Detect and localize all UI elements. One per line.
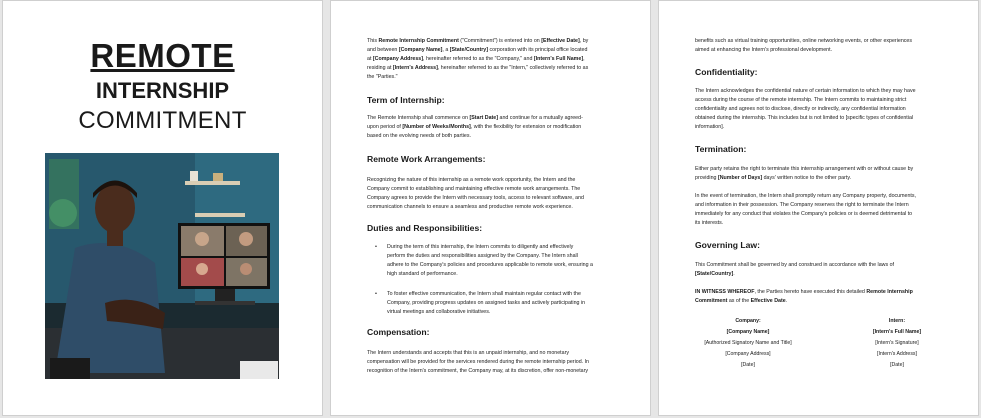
company-name-field: [Company Name] [726,329,770,335]
heading-duties: Duties and Responsibilities: [367,223,483,233]
compensation-paragraph: The Intern understands and accepts that this is an unpaid internship, and no monetary compensation will be provided for the services rendered during the remote internship period. In recognition of the Intern's commitment, the Company may, at its discretion, offer non-monetary [367,350,590,374]
heading-remote-work: Remote Work Arrangements: [367,154,486,164]
intern-name-field: [Intern's Full Name] [872,329,922,335]
intro-paragraph: This Remote Internship Commitment ("Commitment") is entered into on [Effective Date], by and between [Company Name], a [State/Country] corporation with its principal office located at [Company Address], hereinafter referred to as the "Company," and [Intern's Full Name], residing at [Intern's Address], hereinafter referred to as the "Intern," collectively referred to as the "Parties." [367,38,589,80]
duties-bullet-2: To foster effective communication, the Intern shall maintain regular contact with the Company, providing progress updates on assigned tasks and actively participating in virtual meetings and collaborative initiatives. [387,291,586,315]
termination-paragraph-1: Either party retains the right to terminate this internship arrangement with or without cause by providing [Number of Days] days' written notice to the other party. [695,166,914,181]
bullet-marker-2: • [375,291,377,297]
intern-signature-field: [Intern's Signature] [875,340,919,346]
company-date-field: [Date] [741,362,755,368]
intern-date-field: [Date] [890,362,904,368]
intern-label: Intern: [888,318,906,324]
governing-law-paragraph: This Commitment shall be governed by and construed in accordance with the laws of [State/Country]. [695,262,895,277]
cover-title-line1: REMOTE [90,37,235,74]
heading-term-of-internship: Term of Internship: [367,95,445,105]
heading-governing-law: Governing Law: [695,240,760,250]
cover-photo-illustration [45,153,279,379]
cover-title-line2: INTERNSHIP [95,78,230,103]
term-paragraph: The Remote Internship shall commence on [Start Date] and continue for a mutually agreed- upon period of [Number of Weeks/Months], with the flexibility for extension or modification based on the evolving needs of both parties. [367,115,583,139]
company-address-field: [Company Address] [725,351,771,357]
heading-compensation: Compensation: [367,327,430,337]
cover-title-line3: COMMITMENT [78,107,247,134]
witness-paragraph: IN WITNESS WHEREOF, the Parties hereto have executed this detailed Remote Internship Commitment as of the Effective Date. [695,289,913,304]
heading-termination: Termination: [695,144,747,154]
agreement-page-2 [330,0,651,416]
cover-page [2,0,323,416]
company-signature-block [688,318,808,373]
agreement-page-3 [658,0,979,416]
company-label: Company: [735,318,761,324]
company-signatory-field: [Authorized Signatory Name and Title] [704,340,792,346]
remote-paragraph: Recognizing the nature of this internship as a remote work opportunity, the Intern and the Company commit to establishing and maintaining effective remote work arrangements. The Company agrees to provide the Intern with necessary tools, access to relevant software, and communication channels to ensure a seamless and productive remote work experience. [367,177,584,210]
duties-bullet-1: During the term of this internship, the Intern commits to diligently and effectively perform the duties and responsibilities assigned by the Company. The Intern shall adhere to the Company's policies and procedures applicable to remote work, ensuring a high standard of performance. [387,244,593,277]
termination-paragraph-2: In the event of termination, the Intern shall promptly return any Company property, documents, and information in their possession. The Company reserves the right to terminate the Intern immediately for any conduct that violates the Company's policies or is deemed detrimental to its interests. [695,193,917,226]
confidentiality-paragraph: The Intern acknowledges the confidential nature of certain information to which they may have access during the course of the remote internship. The Intern commits to maintaining strict confidentiality and agrees not to disclose, directly or indirectly, any confidential information obtained during the internship. This includes but is not limited to [specific types of confidential information]. [695,88,916,130]
intern-signature-block [837,318,957,373]
benefits-continuation: benefits such as virtual training opportunities, online networking events, or other experiences aimed at enhancing the Intern's professional development. [695,38,913,53]
cover-photo [45,153,279,379]
intern-address-field: [Intern's Address] [877,351,917,357]
heading-confidentiality: Confidentiality: [695,67,758,77]
bullet-marker-1: • [375,244,377,250]
